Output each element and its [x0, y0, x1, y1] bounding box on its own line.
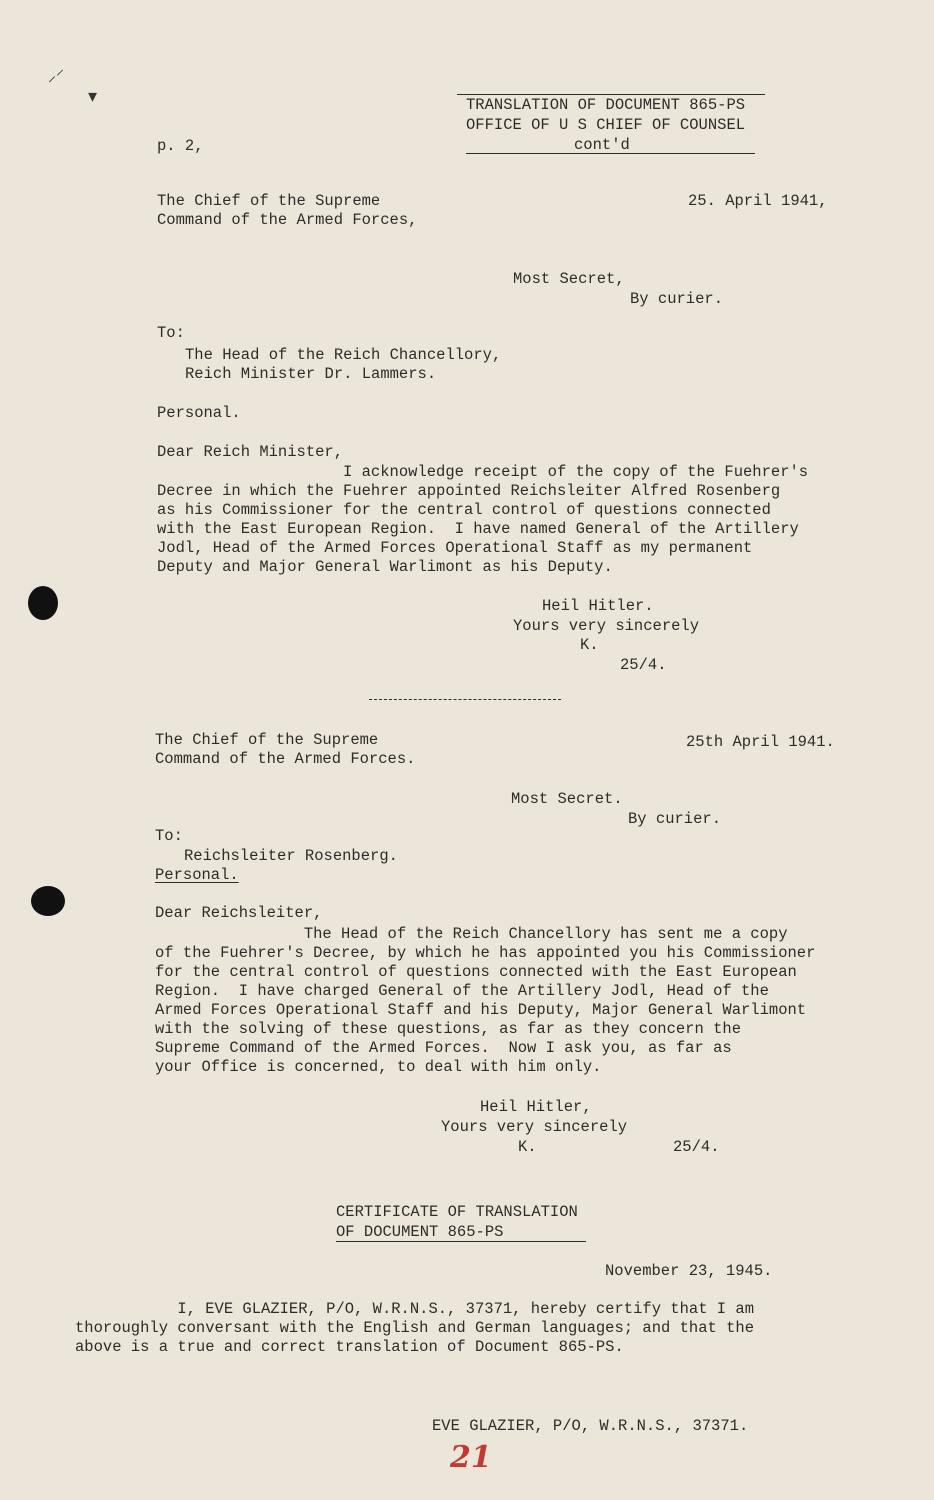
- sender-line: The Chief of the Supreme: [157, 192, 381, 210]
- letter1-sender: [157, 192, 417, 230]
- certificate-date: November 23, 1945.: [605, 1262, 773, 1280]
- stray-pen-mark: ⸝⸍: [48, 66, 65, 85]
- body-line: as his Commissioner for the central control of questions connected: [157, 501, 771, 519]
- body-line: Armed Forces Operational Staff and his Deputy, Major General Warlimont: [155, 1001, 807, 1019]
- letter2-closing-yours: Yours very sincerely: [441, 1118, 628, 1136]
- body-line: I acknowledge receipt of the copy of the Fuehrer's: [157, 463, 809, 481]
- header-contd: cont'd: [574, 136, 630, 154]
- body-line: with the solving of these questions, as far as they concern the: [155, 1020, 741, 1038]
- letter1-initial-date: 25/4.: [620, 656, 667, 674]
- addressee-line: Reich Minister Dr. Lammers.: [185, 365, 437, 383]
- body-line: of the Fuehrer's Decree, by which he has appointed you his Commissioner: [155, 944, 816, 962]
- letter1-delivery: By curier.: [630, 290, 724, 308]
- page-label: p. 2,: [157, 137, 204, 155]
- certificate-signature: EVE GLAZIER, P/O, W.R.N.S., 37371.: [432, 1417, 749, 1435]
- letter2-date: 25th April 1941.: [686, 733, 835, 751]
- letter2-delivery: By curier.: [628, 810, 722, 828]
- certificate-subtitle: OF DOCUMENT 865-PS: [336, 1223, 504, 1241]
- body-line: I, EVE GLAZIER, P/O, W.R.N.S., 37371, hereby certify that I am: [75, 1300, 755, 1318]
- letter2-to-label: To:: [155, 827, 183, 845]
- letter1-salutation: Dear Reich Minister,: [157, 443, 344, 461]
- body-line: Jodl, Head of the Armed Forces Operational Staff as my permanent: [157, 539, 753, 557]
- header-bottom-rule: [466, 153, 755, 154]
- body-line: thoroughly conversant with the English and German languages; and that the: [75, 1319, 755, 1337]
- certificate-title: CERTIFICATE OF TRANSLATION: [336, 1203, 578, 1221]
- letter1-personal: Personal.: [157, 404, 241, 422]
- letter-separator: [369, 699, 561, 700]
- letter2-addressee: Reichsleiter Rosenberg.: [184, 847, 398, 865]
- letter1-date: 25. April 1941,: [688, 192, 828, 210]
- body-line: Region. I have charged General of the Artillery Jodl, Head of the: [155, 982, 769, 1000]
- body-line: with the East European Region. I have named General of the Artillery: [157, 520, 799, 538]
- handwritten-page-number: 21: [450, 1440, 492, 1475]
- letter1-addressee: [185, 346, 501, 384]
- body-line: Decree in which the Fuehrer appointed Reichsleiter Alfred Rosenberg: [157, 482, 781, 500]
- letter1-classification: Most Secret,: [513, 270, 625, 288]
- letter2-initial: K.: [518, 1138, 537, 1156]
- letter2-sender: [155, 731, 415, 769]
- body-line: above is a true and correct translation of Document 865-PS.: [75, 1338, 624, 1356]
- sender-line: The Chief of the Supreme: [155, 731, 379, 749]
- body-line: for the central control of questions connected with the East European: [155, 963, 797, 981]
- letter2-personal: Personal.: [155, 866, 239, 884]
- addressee-line: The Head of the Reich Chancellory,: [185, 346, 502, 364]
- sender-line: Command of the Armed Forces.: [155, 750, 416, 768]
- stray-pen-mark: ▾: [88, 86, 98, 107]
- letter1-closing-yours: Yours very sincerely: [513, 617, 700, 635]
- letter1-closing-heil: Heil Hitler.: [542, 597, 654, 615]
- letter2-classification: Most Secret.: [511, 790, 623, 808]
- body-line: The Head of the Reich Chancellory has sent me a copy: [155, 925, 788, 943]
- body-line: Deputy and Major General Warlimont as his Deputy.: [157, 558, 613, 576]
- sender-line: Command of the Armed Forces,: [157, 211, 418, 229]
- letter1-to-label: To:: [157, 324, 185, 342]
- punch-hole-top: [28, 586, 58, 620]
- certificate-underline: [336, 1241, 586, 1242]
- letter2-initial-date: 25/4.: [673, 1138, 720, 1156]
- certificate-body: [75, 1300, 754, 1357]
- header-office: OFFICE OF U S CHIEF OF COUNSEL: [466, 116, 746, 134]
- letter2-salutation: Dear Reichsleiter,: [155, 904, 323, 922]
- body-line: Supreme Command of the Armed Forces. Now I ask you, as far as: [155, 1039, 732, 1057]
- body-line: your Office is concerned, to deal with him only.: [155, 1058, 602, 1076]
- letter1-initial: K.: [580, 636, 599, 654]
- header-top-rule: [457, 94, 765, 95]
- letter2-body: [155, 925, 815, 1077]
- header-translation-title: TRANSLATION OF DOCUMENT 865-PS: [466, 96, 746, 114]
- letter2-closing-heil: Heil Hitler,: [480, 1098, 592, 1116]
- letter1-body: [157, 463, 808, 577]
- punch-hole-bottom: [31, 886, 65, 916]
